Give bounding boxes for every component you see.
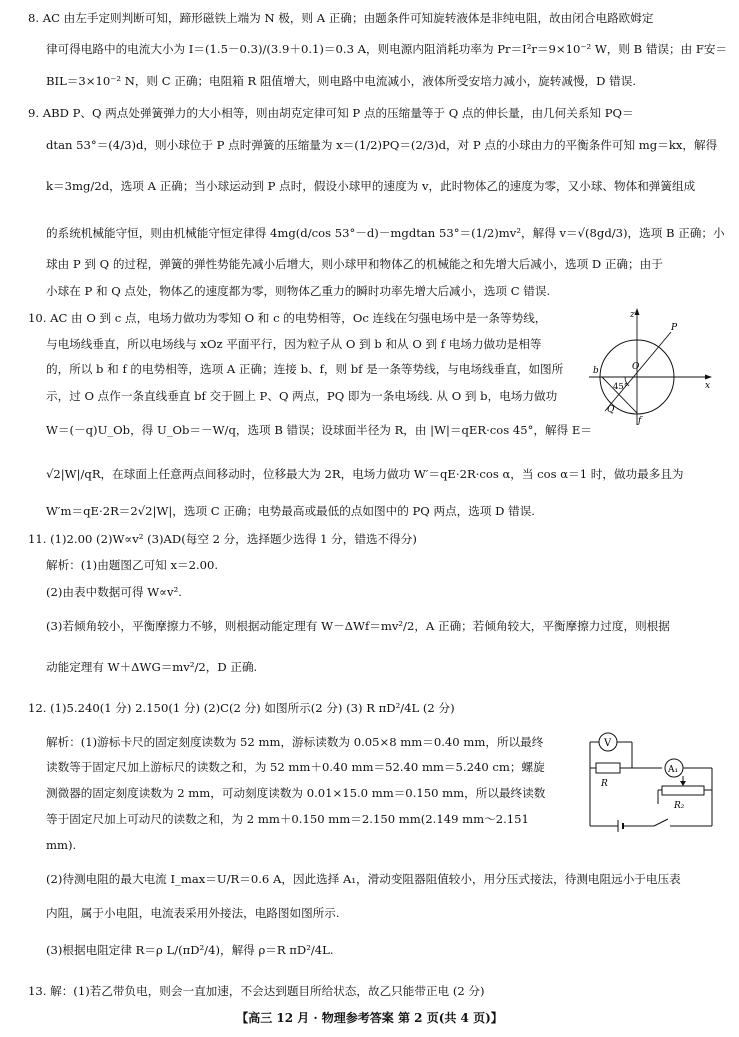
q10-line-3: 的，所以 b 和 f 的电势相等，选项 A 正确；连接 b、f，则 bf 是一条等势线，与电场线垂直，如图所 <box>46 362 564 376</box>
q10-line-4: 示，过 O 点作一条直线垂直 bf 交于圆上 P、Q 两点，PQ 即为一条电场线. 从 O 到 b，电场力做功 <box>46 389 558 403</box>
q10-line-7: W′m＝qE·2R＝2√2|W|，选项 C 正确；电势最高或最低的点如图中的 PQ 两点，选项 D 错误. <box>46 504 535 518</box>
q11-line-4: (3)若倾角较小，平衡摩擦力不够，则根据动能定理有 W－ΔWf＝mv²/2，A 正确；若倾角较大，平衡摩擦力过度，则根据 <box>46 619 670 633</box>
fig-label-q: Q <box>607 405 615 415</box>
fig-label-b: b <box>593 366 599 376</box>
q12-line-1: 12. (1)5.240(1 分) 2.150(1 分) (2)C(2 分) 如图所示(2 分) (3) R πD²/4L (2 分) <box>28 701 455 715</box>
q8-line-3: BIL＝3×10⁻² N，则 C 正确；电阻箱 R 阻值增大，则电路中电流减小，液体所受安培力减小，旋转减慢，D 错误. <box>46 74 636 88</box>
rheostat-r2-label: R₂ <box>674 801 685 811</box>
fig-label-p: P <box>671 323 678 333</box>
q10-line-2: 与电场线垂直，所以电场线与 xOz 平面平行，因为粒子从 O 到 b 和从 O 到 f 电场力做功是相等 <box>46 337 542 351</box>
field-sphere-figure <box>585 305 715 435</box>
q13-line-1: 13. 解：(1)若乙带负电，则会一直加速，不会达到题目所给状态，故乙只能带正电 (2 分) <box>28 984 485 998</box>
fig-label-f: f <box>638 416 642 426</box>
q10-line-5: W＝(－q)U_Ob，得 U_Ob＝－W/q，选项 B 错误；设球面半径为 R，由 |W|＝qER·cos 45°，解得 E＝ <box>46 423 592 437</box>
q11-line-2: 解析：(1)由题图乙可知 x＝2.00. <box>46 558 219 572</box>
q9-line-3: k＝3mg/2d，选项 A 正确；当小球运动到 P 点时，假设小球甲的速度为 v，此时物体乙的速度为零，又小球、物体和弹簧组成 <box>46 179 696 193</box>
q12-line-4: 测微器的固定刻度读数为 2 mm，可动刻度读数为 0.01×15.0 mm＝0.150 mm，所以最终读数 <box>46 786 546 800</box>
rheostat-r2 <box>662 786 704 795</box>
q12-line-6: mm). <box>46 838 77 852</box>
q12-line-8: 内阻，属于小电阻，电流表采用外接法，电路图如图所示. <box>46 906 340 920</box>
q10-line-6: √2|W|/qR，在球面上任意两点间移动时，位移最大为 2R，电场力做功 W′＝qE·2R·cos α，当 cos α＝1 时，做功最多且为 <box>46 467 684 481</box>
q9-line-4: 的系统机械能守恒，则由机械能守恒定律得 4mg(d/cos 53°－d)－mgdtan 53°＝(1/2)mv²，解得 v＝√(8gd/3)，选项 B 正确；小 <box>46 226 725 240</box>
fig-label-o: O <box>632 362 640 372</box>
q10-line-1: 10. AC 由 O 到 c 点，电场力做功为零知 O 和 c 的电势相等，Oc 连线在匀强电场中是一条等势线， <box>28 311 547 325</box>
q8-line-2: 律可得电路中的电流大小为 I＝(1.5－0.3)/(3.9＋0.1)＝0.3 A，则电源内阻消耗功率为 Pr＝I²r＝9×10⁻² W，则 B 错误；由 F安＝ <box>46 42 728 56</box>
q12-line-2: 解析：(1)游标卡尺的固定刻度读数为 52 mm，游标读数为 0.05×8 mm＝0.40 mm，所以最终 <box>46 735 544 749</box>
fig-label-x: x <box>705 381 711 391</box>
q9-line-6: 小球在 P 和 Q 点处，物体乙的速度都为零，则物体乙重力的瞬时功率先增大后减小，选项 C 错误. <box>46 284 551 298</box>
q12-line-5: 等于固定尺加上可动尺的读数之和，为 2 mm＋0.150 mm＝2.150 mm(2.149 mm～2.151 <box>46 812 529 826</box>
ammeter-label: A₁ <box>668 765 679 775</box>
resistor-r-label: R <box>601 779 608 789</box>
q11-line-5: 动能定理有 W＋ΔWG＝mv²/2，D 正确. <box>46 660 258 674</box>
q12-line-7: (2)待测电阻的最大电流 I_max＝U/R＝0.6 A，因此选择 A₁，滑动变阻器阻值较小，用分压式接法，待测电阻远小于电压表 <box>46 872 681 886</box>
q12-line-3: 读数等于固定尺加上游标尺的读数之和，为 52 mm＋0.40 mm＝52.40 mm＝5.240 cm；螺旋 <box>46 760 545 774</box>
q12-line-9: (3)根据电阻定律 R＝ρ L/(πD²/4)，解得 ρ＝R πD²/4L. <box>46 943 334 957</box>
q9-line-2: dtan 53°＝(4/3)d，则小球位于 P 点时弹簧的压缩量为 x＝(1/2)PQ＝(2/3)d，对 P 点的小球由力的平衡条件可知 mg＝kx，解得 <box>46 138 718 152</box>
voltmeter-label: V <box>604 738 612 749</box>
q9-line-5: 球由 P 到 Q 的过程，弹簧的弹性势能先减小后增大，则小球甲和物体乙的机械能之和先增大后减小，选项 D 正确；由于 <box>46 257 663 271</box>
q11-line-1: 11. (1)2.00 (2)W∝v² (3)AD(每空 2 分，选择题少选得 1 分，错选不得分) <box>28 532 417 546</box>
q8-line-1: 8. AC 由左手定则判断可知，蹄形磁铁上端为 N 极，则 A 正确；由题条件可知旋转液体是非纯电阻，故由闭合电路欧姆定 <box>28 11 654 25</box>
circuit-diagram <box>580 728 720 838</box>
fig-label-angle: 45° <box>613 382 629 392</box>
q9-line-1: 9. ABD P、Q 两点处弹簧弹力的大小相等，则由胡克定律可知 P 点的压缩量等于 Q 点的伸长量，由几何关系知 PQ＝ <box>28 106 634 120</box>
page-footer: 【高三 12 月 · 物理参考答案 第 2 页(共 4 页)】 <box>236 1011 503 1025</box>
fig-label-z: z <box>630 310 635 320</box>
q11-line-3: (2)由表中数据可得 W∝v². <box>46 585 182 599</box>
resistor-r <box>596 763 620 773</box>
